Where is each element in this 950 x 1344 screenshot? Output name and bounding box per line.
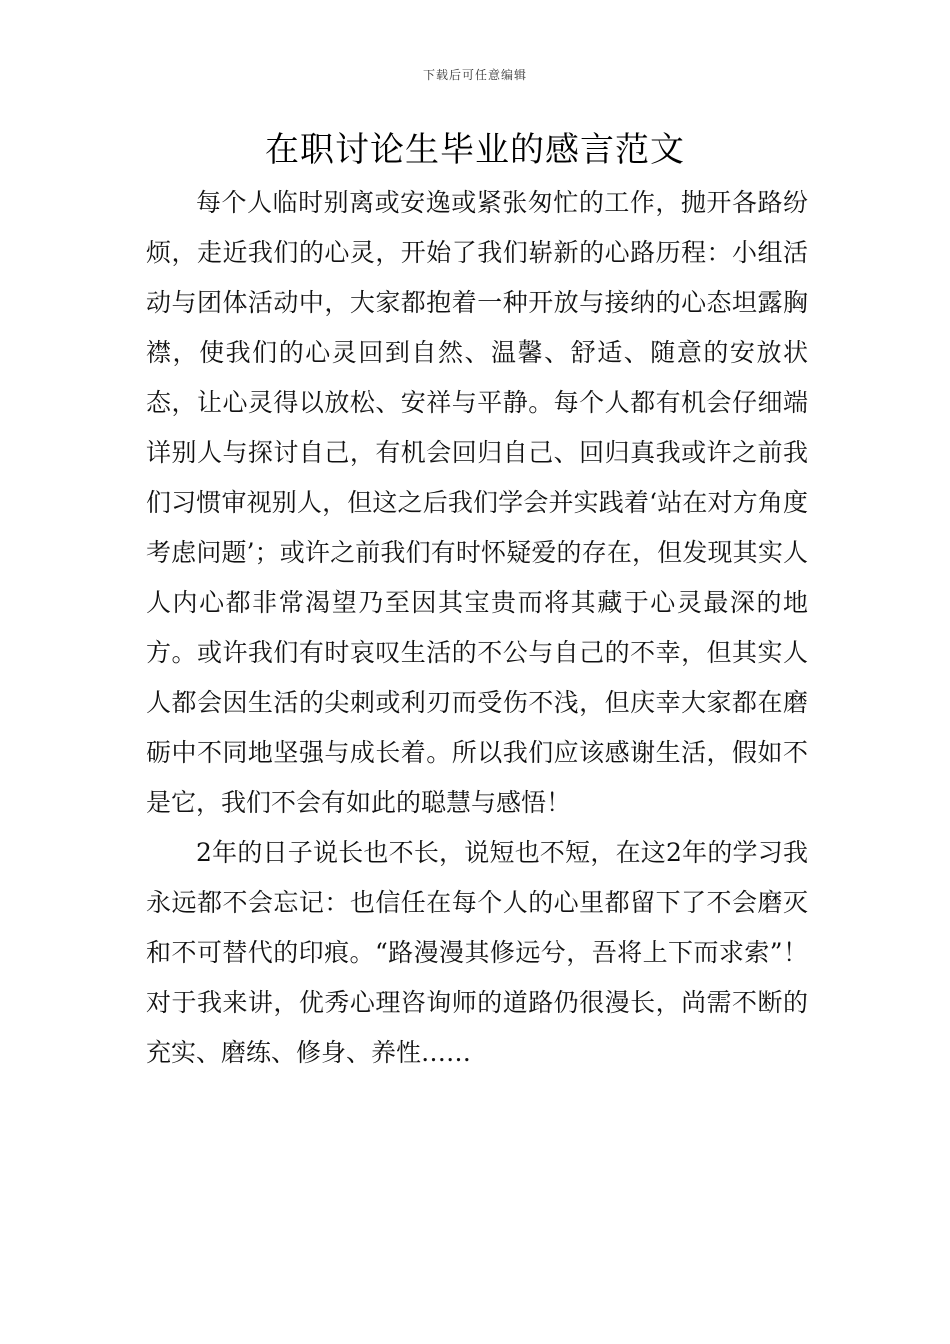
header-note: 下载后可任意编辑 <box>422 68 527 82</box>
body-paragraph-1: 每个人临时别离或安逸或紧张匆忙的工作，抛开各路纷烦，走近我们的心灵，开始了我们崭新的心路历程：小组活动与团体活动中，大家都抱着一种开放与接纳的心态坦露胸襟，使我们的心灵回到自然、温馨、舒适、随意的安放状态，让心灵得以放松、安祥与平静。每个人都有机会仔细端详别人与探讨自己，有机会回归自己、回归真我或许之前我们习惯审视别人，但这之后我们学会并实践着‘站在对方角度考虑问题’；或许之前我们有时怀疑爱的存在，但发现其实人人内心都非常渴望乃至因其宝贵而将其藏于心灵最深的地方。或许我们有时哀叹生活的不公与自己的不幸，但其实人人都会因生活的尖刺或利刃而受伤不浅，但庆幸大家都在磨砺中不同地坚强与成长着。所以我们应该感谢生活，假如不是它，我们不会有如此的聪慧与感悟！ <box>146 188 808 817</box>
body-paragraph-2: 2年的日子说长也不长，说短也不短，在这2年的学习我永远都不会忘记：也信任在每个人的心里都留下了不会磨灭和不可替代的印痕。“路漫漫其修远兮，吾将上下而求索”！对于我来讲，优秀心理咨询师的道路仍很漫长，尚需不断的充实、磨练、修身、养性…… <box>146 838 808 1067</box>
document-body <box>146 178 808 1078</box>
document-title: 在职讨论生毕业的感言范文 <box>265 130 685 170</box>
